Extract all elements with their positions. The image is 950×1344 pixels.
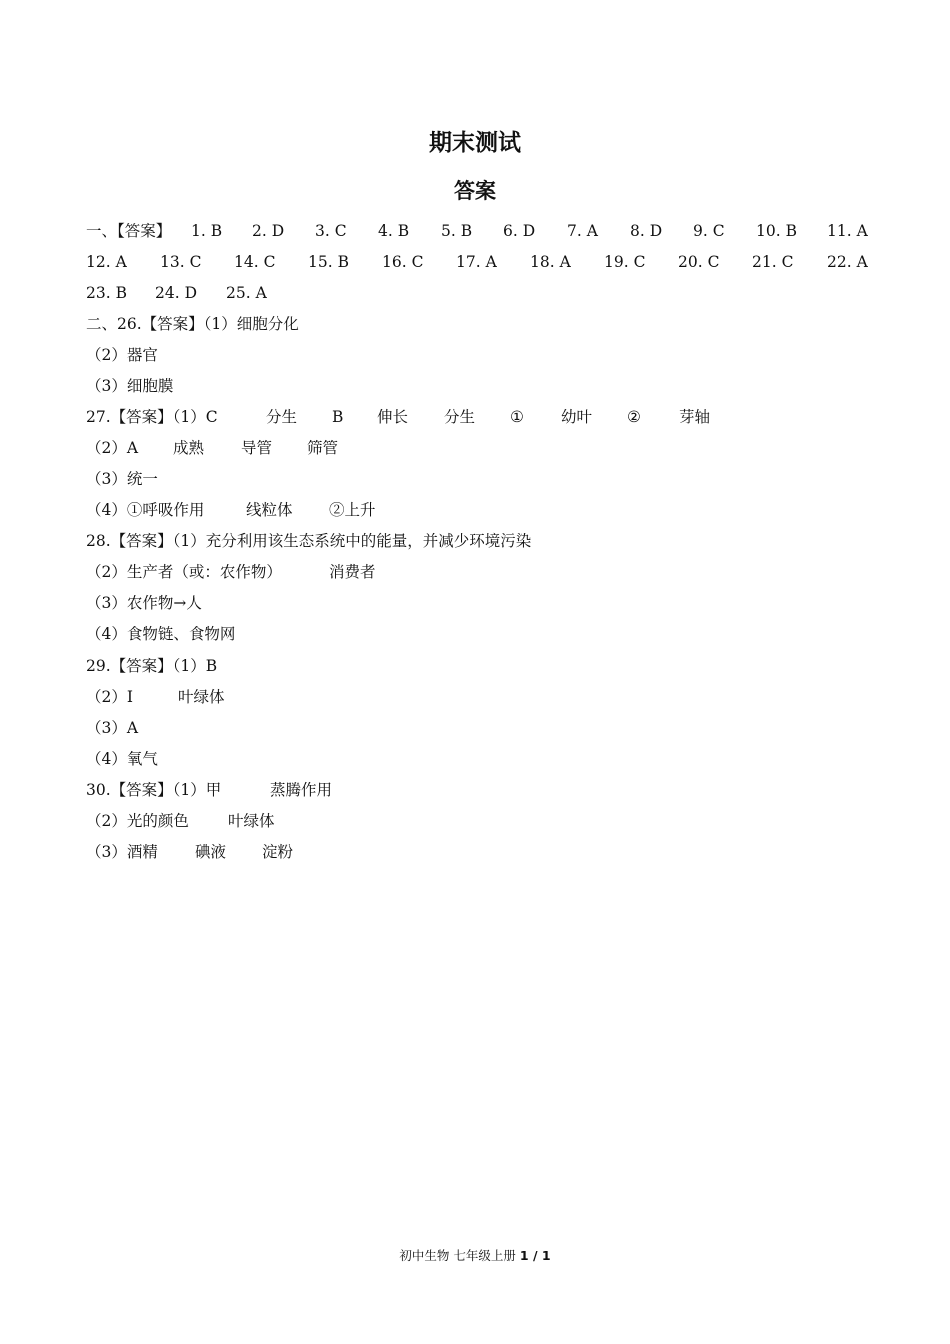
q29-part-3: （3）A [86,719,139,737]
answer-9: 9. C [693,222,725,240]
page-title: 期末测试 [429,130,521,156]
answer-14: 14. C [234,253,276,271]
q30-p2-head: （2）光的颜色 [86,812,189,830]
answer-11: 11. A [827,222,868,240]
answer-16: 16. C [382,253,424,271]
answer-15: 15. B [308,253,349,271]
q29-head: 29.【答案】（1）B [86,657,218,675]
q27-p4-head: （4）①呼吸作用 [86,501,205,519]
q27-head: 27.【答案】（1）C [86,408,218,426]
q29-p2-head: （2）Ⅰ [86,688,133,706]
page-footer [0,1246,950,1264]
q27-item: 分生 [266,408,298,426]
q30-part-1 [86,779,486,801]
answer-17: 17. A [456,253,497,271]
answer-19: 19. C [604,253,646,271]
answer-23: 23. B [86,284,127,302]
q27-item: 伸长 [377,408,409,426]
q27-part-2 [86,437,486,459]
q27-item: 分生 [444,408,476,426]
q28-part-4: （4）食物链、食物网 [86,625,236,643]
q26-head: 二、26.【答案】（1）细胞分化 [86,315,299,333]
answer-6: 6. D [503,222,536,240]
answer-13: 13. C [160,253,202,271]
q27-item: 幼叶 [561,408,593,426]
answer-10: 10. B [756,222,797,240]
q30-p2-item: 叶绿体 [228,812,275,830]
answer-22: 22. A [827,253,868,271]
q30-p1-item: 蒸腾作用 [270,781,333,799]
q27-p2-item: 成熟 [173,439,205,457]
q30-part-2 [86,810,486,832]
q30-head: 30.【答案】（1）甲 [86,781,222,799]
q28-head: 28.【答案】（1）充分利用该生态系统中的能量，并减少环境污染 [86,532,532,550]
q30-p3-head: （3）酒精 [86,843,158,861]
q27-p2-item: 筛管 [307,439,339,457]
answer-12: 12. A [86,253,127,271]
q28-part-3: （3）农作物→人 [86,594,202,612]
q29-p2-item: 叶绿体 [178,688,225,706]
q28-p2-head: （2）生产者（或：农作物） [86,563,282,581]
answer-1: 1. B [191,222,223,240]
footer-text: 初中生物 七年级上册 [399,1248,516,1263]
answer-18: 18. A [530,253,571,271]
q28-p2-item: 消费者 [329,563,376,581]
answer-24: 24. D [155,284,198,302]
answer-25: 25. A [226,284,267,302]
q29-part-2 [86,686,386,708]
answer-21: 21. C [752,253,794,271]
choice-answers-row-3 [86,282,386,304]
q27-part-4 [86,499,486,521]
q27-item: ② [627,408,641,426]
q26-part-2: （2）器官 [86,346,158,364]
q27-p4-item: 线粒体 [246,501,293,519]
q27-item: B [332,408,344,426]
answer-4: 4. B [378,222,410,240]
q27-p2-item: 导管 [241,439,273,457]
q27-part-1 [86,406,786,428]
q29-part-4: （4）氧气 [86,750,158,768]
answer-2: 2. D [252,222,285,240]
q28-part-2 [86,561,486,583]
q27-p4-item: ②上升 [329,501,376,519]
choice-answers-row-2 [86,251,876,273]
page-subtitle: 答案 [454,179,496,203]
q27-part-3: （3）统一 [86,470,158,488]
q27-item: ① [510,408,524,426]
choice-answers-row-1 [86,220,876,242]
section1-prefix: 一、【答案】 [86,222,172,240]
q27-p2-head: （2）A [86,439,139,457]
q30-part-3 [86,841,486,863]
answer-3: 3. C [315,222,347,240]
q26-part-3: （3）细胞膜 [86,377,174,395]
answer-20: 20. C [678,253,720,271]
answer-7: 7. A [567,222,598,240]
q30-p3-item: 淀粉 [262,843,294,861]
q27-item: 芽轴 [679,408,711,426]
page-number: 1 / 1 [519,1248,551,1263]
answer-8: 8. D [630,222,663,240]
q30-p3-item: 碘液 [195,843,227,861]
answer-5: 5. B [441,222,473,240]
